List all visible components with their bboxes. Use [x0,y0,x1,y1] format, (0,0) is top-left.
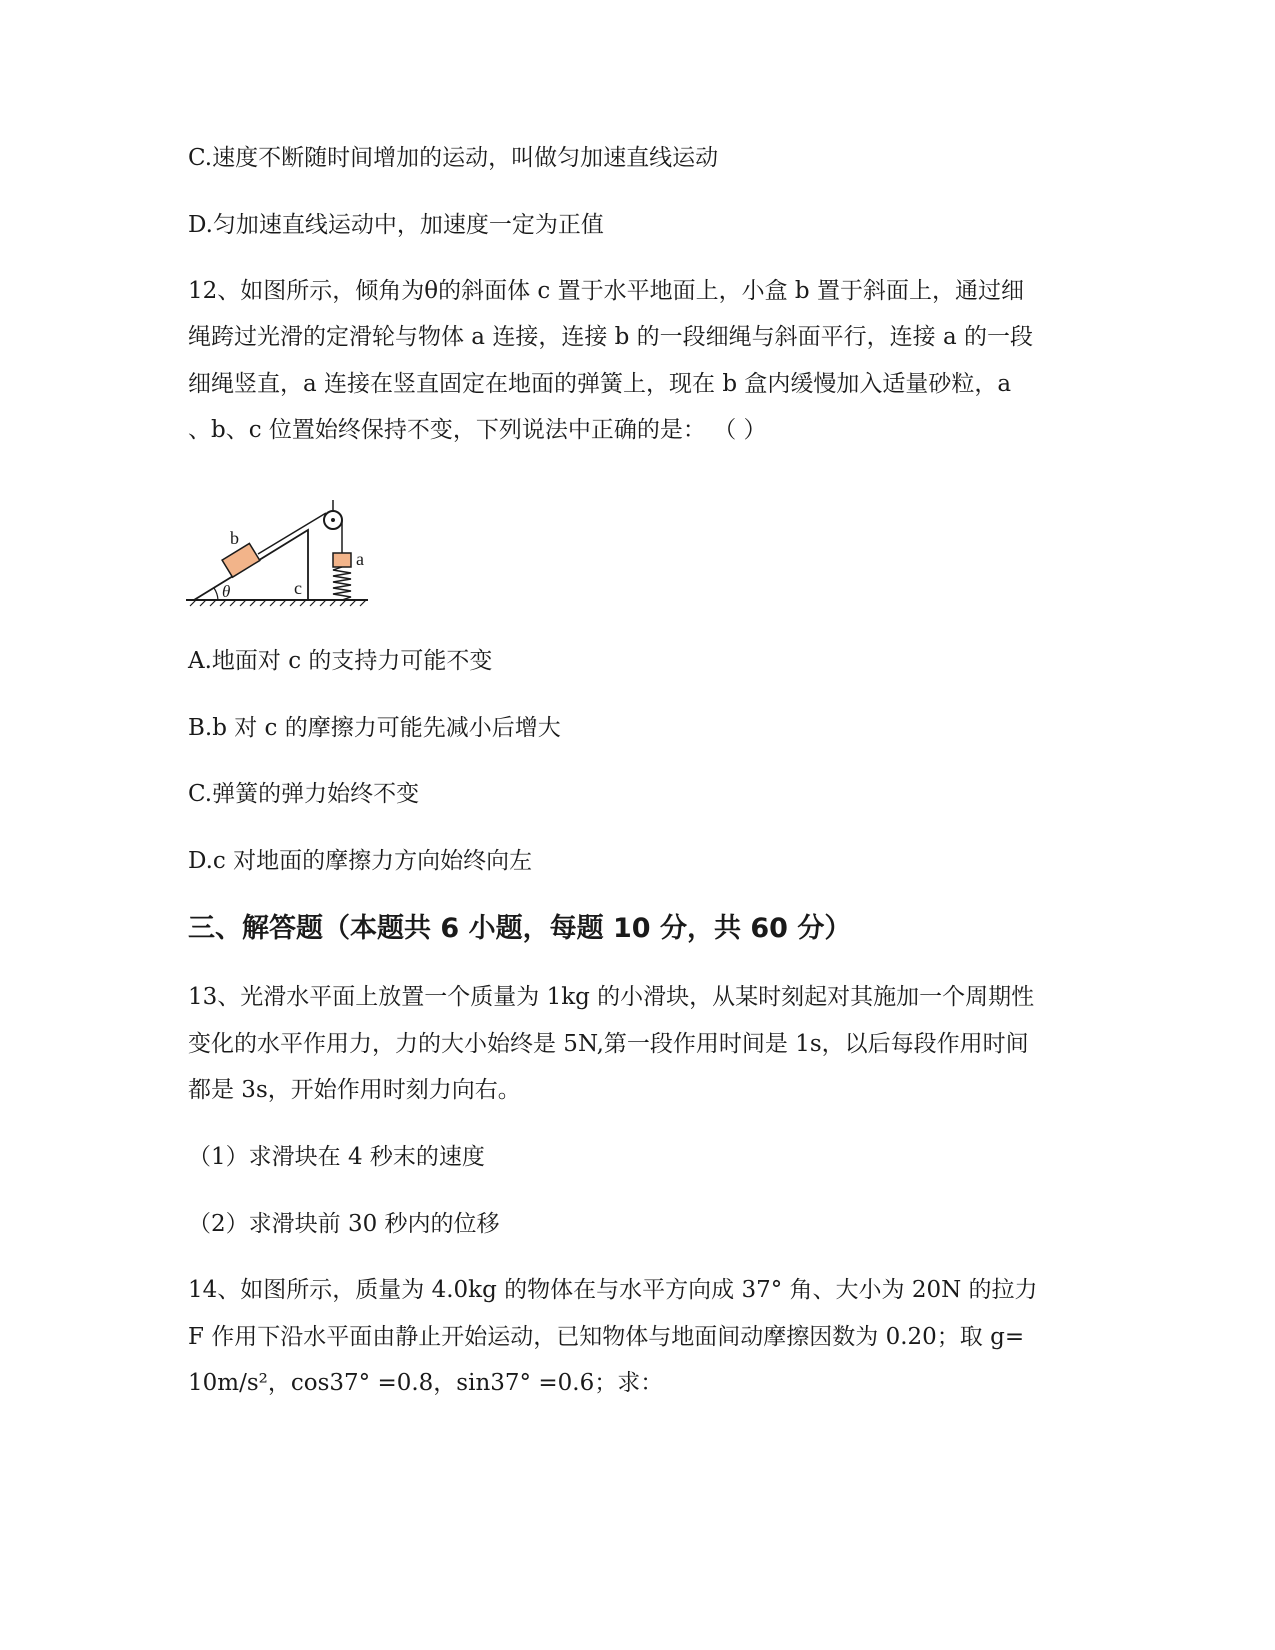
q14-stem-line-3: 10m/s²，cos37° =0.8，sin37° =0.6；求： [188,1370,664,1396]
label-b: b [230,528,239,548]
rope-incline [258,513,326,554]
q14-stem-line-1: 14、如图所示，质量为 4.0kg 的物体在与水平方向成 37° 角、大小为 20N 的拉力 [188,1277,1038,1303]
q13-stem-line-1: 13、光滑水平面上放置一个质量为 1kg 的小滑块，从某时刻起对其施加一个周期性 [188,984,1035,1010]
label-c: c [294,578,302,598]
q12-stem-line-4: 、b、c 位置始终保持不变，下列说法中正确的是： （ ） [188,417,767,443]
q13-sub-question-2: （2）求滑块前 30 秒内的位移 [188,1211,500,1237]
q14-stem-line-2: F 作用下沿水平面由静止开始运动，已知物体与地面间动摩擦因数为 0.20；取 g= [188,1324,1025,1350]
q12-option-b: B.b 对 c 的摩擦力可能先减小后增大 [188,715,561,741]
q12-option-a: A.地面对 c 的支持力可能不变 [188,648,493,674]
spring [333,567,351,600]
box-a [333,553,351,567]
angle-arc [214,588,218,600]
q12-stem-line-1: 12、如图所示，倾角为θ的斜面体 c 置于水平地面上，小盒 b 置于斜面上，通过细 [188,278,1024,304]
q12-option-d: D.c 对地面的摩擦力方向始终向左 [188,848,533,874]
box-b [222,543,260,577]
q12-stem-line-3: 细绳竖直，a 连接在竖直固定在地面的弹簧上，现在 b 盒内缓慢加入适量砂粒，a [188,371,1012,397]
q11-option-c: C.速度不断随时间增加的运动，叫做匀加速直线运动 [188,145,719,171]
q12-stem-line-2: 绳跨过光滑的定滑轮与物体 a 连接，连接 b 的一段细绳与斜面平行，连接 a 的一段 [188,324,1034,350]
q11-option-d: D.匀加速直线运动中，加速度一定为正值 [188,212,604,238]
section-3-heading: 三、解答题（本题共 6 小题，每题 10 分，共 60 分） [188,913,852,944]
label-a: a [356,549,364,569]
incline-pulley-figure [186,500,386,640]
q13-stem-line-2: 变化的水平作用力，力的大小始终是 5N,第一段作用时间是 1s，以后每段作用时间 [188,1031,1029,1057]
q13-sub-question-1: （1）求滑块在 4 秒末的速度 [188,1144,485,1170]
q12-option-c: C.弹簧的弹力始终不变 [188,781,420,807]
label-theta: θ [222,582,231,601]
q13-stem-line-3: 都是 3s，开始作用时刻力向右。 [188,1077,521,1103]
